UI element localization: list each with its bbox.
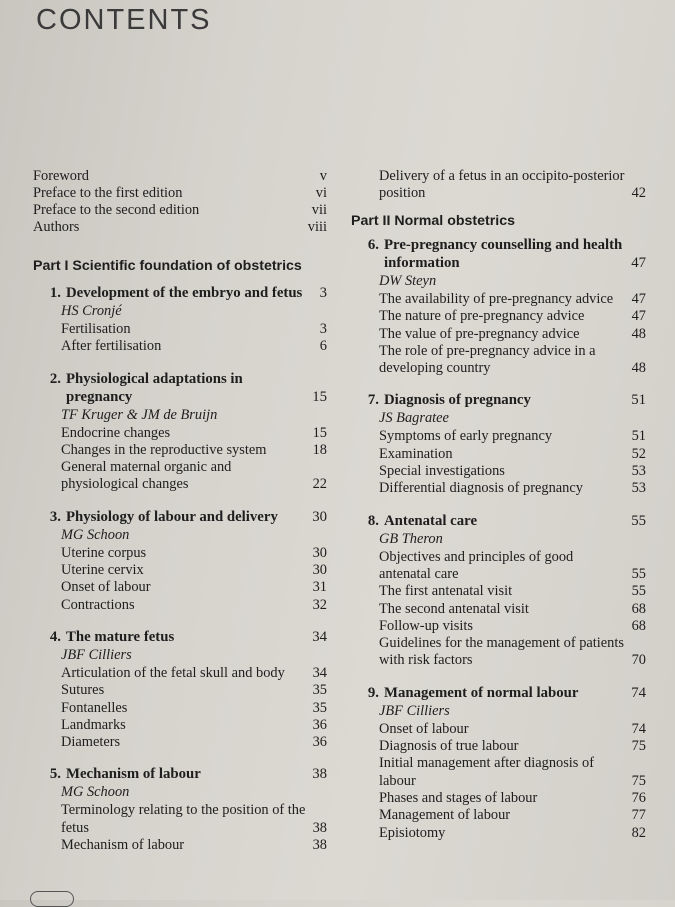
toc-entry-page: 42	[631, 185, 646, 201]
section-title: The second antenatal visit	[379, 600, 529, 617]
section-page: 52	[631, 445, 646, 462]
front-matter-page: viii	[307, 219, 327, 235]
chapter-number: 1.	[49, 285, 61, 301]
section-list	[33, 321, 327, 356]
part2-chapters	[351, 236, 646, 842]
section-page: 36	[312, 734, 327, 751]
chapter-title: The mature fetus	[66, 628, 175, 645]
section-title: Follow-up visits	[379, 617, 473, 634]
front-matter-item	[33, 202, 327, 219]
chapter-entry	[33, 628, 327, 751]
front-matter-title: Preface to the second edition	[33, 202, 200, 218]
section-title: Changes in the reproductive system	[61, 441, 267, 458]
chapter-page: 30	[312, 508, 327, 525]
chapter-entry	[33, 765, 327, 854]
section-title: Phases and stages of labour	[379, 789, 538, 806]
front-matter-item	[33, 185, 327, 202]
chapter-author: JBF Cilliers	[61, 646, 132, 663]
section-title: Objectives and principles of good antenatal care	[379, 548, 574, 582]
chapter-page: 51	[631, 392, 646, 409]
section-page: 31	[312, 579, 327, 596]
section-entry	[61, 562, 327, 579]
section-page: 76	[631, 789, 646, 806]
section-entry	[61, 545, 327, 562]
section-title: Diagnosis of true labour	[379, 738, 519, 755]
section-title: Examination	[379, 445, 453, 462]
chapter-author: TF Kruger & JM de Bruijn	[61, 406, 218, 423]
chapter-heading	[351, 512, 646, 530]
chapter-page: 34	[312, 628, 327, 645]
section-page: 70	[631, 652, 646, 669]
chapter-number: 5.	[49, 766, 61, 783]
front-matter-title: Foreword	[33, 168, 89, 184]
section-entry	[379, 618, 646, 635]
chapter-title: Pre-pregnancy counselling and health information	[384, 237, 623, 271]
section-list	[351, 428, 646, 497]
front-matter-title: Preface to the first edition	[33, 185, 183, 201]
section-entry	[379, 807, 646, 824]
chapter-heading	[33, 508, 327, 526]
section-entry	[379, 755, 646, 790]
section-entry	[379, 738, 646, 755]
front-matter	[33, 168, 327, 236]
chapter-author: HS Cronjé	[61, 303, 122, 319]
section-page: 32	[312, 596, 327, 613]
section-list	[351, 291, 646, 377]
section-title: Endocrine changes	[61, 424, 171, 441]
chapter-entry	[33, 370, 327, 494]
chapter-title: Physiological adaptations in pregnancy	[66, 370, 243, 405]
chapter-heading	[33, 628, 327, 646]
section-entry	[379, 790, 646, 807]
section-page: 51	[631, 428, 646, 445]
chapter-entry	[351, 512, 646, 670]
section-entry	[61, 338, 327, 355]
chapter-page: 47	[631, 255, 646, 271]
section-page: 22	[312, 476, 327, 493]
chapter-author: MG Schoon	[61, 526, 130, 543]
section-entry	[61, 321, 327, 338]
chapter-entry	[33, 508, 327, 614]
chapter-heading	[33, 765, 327, 783]
section-entry	[379, 601, 646, 618]
section-title: Contractions	[61, 596, 135, 613]
section-title: Uterine corpus	[61, 544, 147, 561]
section-title: Onset of labour	[379, 720, 469, 737]
section-list	[33, 545, 327, 614]
page-title: CONTENTS	[36, 4, 212, 36]
section-title: The first antenatal visit	[379, 583, 513, 600]
section-entry	[379, 343, 646, 378]
section-page: 35	[312, 699, 327, 716]
section-title: Symptoms of early pregnancy	[379, 428, 553, 445]
section-title: Differential diagnosis of pregnancy	[379, 480, 583, 497]
chapter-page: 38	[312, 766, 327, 783]
chapter-entry	[351, 236, 646, 377]
section-page: 6	[319, 338, 327, 355]
chapter-number: 6.	[367, 237, 379, 253]
front-matter-page: vii	[311, 202, 327, 218]
front-matter-item	[33, 168, 327, 185]
section-entry	[379, 583, 646, 600]
section-entry	[379, 549, 646, 584]
toc-left-column	[33, 168, 327, 854]
toc-entry-title: Delivery of a fetus in an occipito-posterior position	[379, 168, 625, 201]
front-matter-title: Authors	[33, 219, 80, 235]
chapter-title: Mechanism of labour	[66, 766, 201, 783]
chapter-title: Physiology of labour and delivery	[66, 508, 278, 525]
chapter-number: 2.	[49, 370, 61, 387]
toc-entry-continued	[351, 168, 646, 202]
section-entry	[61, 579, 327, 596]
section-entry	[379, 825, 646, 842]
section-list	[351, 721, 646, 842]
section-title: After fertilisation	[61, 338, 162, 355]
section-page: 53	[631, 480, 646, 497]
section-entry	[61, 837, 327, 854]
chapter-page: 55	[631, 512, 646, 529]
part1-chapters	[33, 284, 327, 854]
part-heading: Part II Normal obstetrics	[351, 213, 515, 229]
chapter-author: JBF Cilliers	[379, 702, 450, 719]
chapter-number: 4.	[49, 628, 61, 645]
section-list	[351, 549, 646, 670]
section-page: 55	[631, 565, 646, 582]
chapter-heading	[351, 236, 646, 272]
section-entry	[379, 480, 646, 497]
chapter-heading	[351, 684, 646, 702]
section-title: Fontanelles	[61, 699, 128, 716]
section-entry	[379, 428, 646, 445]
section-title: Management of labour	[379, 807, 511, 824]
section-page: 47	[631, 291, 646, 307]
section-entry	[379, 326, 646, 343]
section-title: Special investigations	[379, 463, 505, 480]
section-page: 55	[631, 583, 646, 600]
section-entry	[379, 635, 646, 670]
section-page: 53	[631, 463, 646, 480]
section-page: 30	[312, 544, 327, 561]
chapter-title: Development of the embryo and fetus	[66, 285, 303, 301]
section-page: 38	[312, 819, 327, 836]
section-title: Sutures	[61, 682, 105, 699]
section-page: 48	[631, 325, 646, 342]
section-page: 3	[319, 321, 327, 337]
section-title: The availability of pre-pregnancy advice	[379, 291, 614, 307]
section-title: Initial management after diagnosis of labour	[379, 755, 594, 789]
page-tab-decoration	[30, 891, 74, 907]
chapter-author: DW Steyn	[379, 273, 437, 289]
front-matter-page: vi	[315, 185, 327, 201]
section-entry	[379, 291, 646, 308]
chapter-entry	[33, 284, 327, 356]
chapter-page: 74	[631, 684, 646, 701]
section-title: Fertilisation	[61, 321, 131, 337]
chapter-heading	[33, 370, 327, 406]
chapter-number: 3.	[49, 508, 61, 525]
section-entry	[61, 802, 327, 837]
section-list	[33, 425, 327, 494]
section-list	[33, 802, 327, 854]
section-list	[33, 665, 327, 751]
section-title: Landmarks	[61, 716, 126, 733]
chapter-author: MG Schoon	[61, 784, 130, 801]
section-title: Guidelines for the management of patients with risk factors	[379, 635, 624, 669]
chapter-entry	[351, 684, 646, 842]
chapter-author: JS Bagratee	[379, 410, 449, 427]
toc-right-column	[351, 168, 646, 842]
section-page: 18	[312, 441, 327, 458]
section-page: 82	[631, 824, 646, 841]
section-entry	[61, 442, 327, 459]
section-title: The value of pre-pregnancy advice	[379, 325, 580, 342]
section-page: 75	[631, 738, 646, 755]
section-page: 36	[312, 716, 327, 733]
chapter-number: 7.	[367, 392, 379, 409]
section-title: Mechanism of labour	[61, 837, 185, 854]
chapter-page: 3	[319, 285, 327, 301]
section-title: The role of pre-pregnancy advice in a developing country	[379, 342, 596, 377]
section-title: Diameters	[61, 734, 121, 751]
section-page: 68	[631, 600, 646, 617]
front-matter-item	[33, 219, 327, 236]
section-entry	[379, 308, 646, 325]
chapter-number: 9.	[367, 684, 379, 701]
chapter-title: Management of normal labour	[384, 684, 579, 701]
section-page: 38	[312, 837, 327, 854]
section-page: 30	[312, 562, 327, 579]
section-entry	[61, 459, 327, 494]
section-page: 47	[631, 308, 646, 325]
chapter-heading	[33, 284, 327, 302]
section-page: 15	[312, 424, 327, 441]
section-entry	[61, 717, 327, 734]
section-page: 74	[631, 720, 646, 737]
section-title: The nature of pre-pregnancy advice	[379, 308, 585, 325]
section-entry	[61, 425, 327, 442]
section-entry	[379, 721, 646, 738]
section-title: Terminology relating to the position of the fetus	[61, 802, 306, 836]
section-entry	[61, 665, 327, 682]
section-entry	[379, 463, 646, 480]
chapter-page: 15	[312, 388, 327, 405]
section-title: Onset of labour	[61, 579, 151, 596]
section-title: Articulation of the fetal skull and body	[61, 664, 285, 681]
section-page: 48	[631, 360, 646, 377]
section-title: Uterine cervix	[61, 562, 144, 579]
section-entry	[61, 734, 327, 751]
chapter-heading	[351, 391, 646, 409]
section-entry	[379, 446, 646, 463]
section-page: 34	[312, 664, 327, 681]
chapter-title: Diagnosis of pregnancy	[384, 392, 531, 409]
section-entry	[61, 700, 327, 717]
section-entry	[61, 682, 327, 699]
section-page: 68	[631, 617, 646, 634]
chapter-author: GB Theron	[379, 530, 443, 547]
chapter-entry	[351, 391, 646, 497]
section-page: 75	[631, 772, 646, 789]
section-title: General maternal organic and physiological changes	[61, 459, 232, 493]
section-entry	[61, 597, 327, 614]
front-matter-page: v	[319, 168, 327, 184]
section-page: 77	[631, 807, 646, 824]
section-title: Episiotomy	[379, 824, 446, 841]
chapter-number: 8.	[367, 512, 379, 529]
chapter-title: Antenatal care	[384, 512, 478, 529]
part-heading: Part I Scientific foundation of obstetrics	[33, 258, 302, 274]
section-page: 35	[312, 682, 327, 699]
